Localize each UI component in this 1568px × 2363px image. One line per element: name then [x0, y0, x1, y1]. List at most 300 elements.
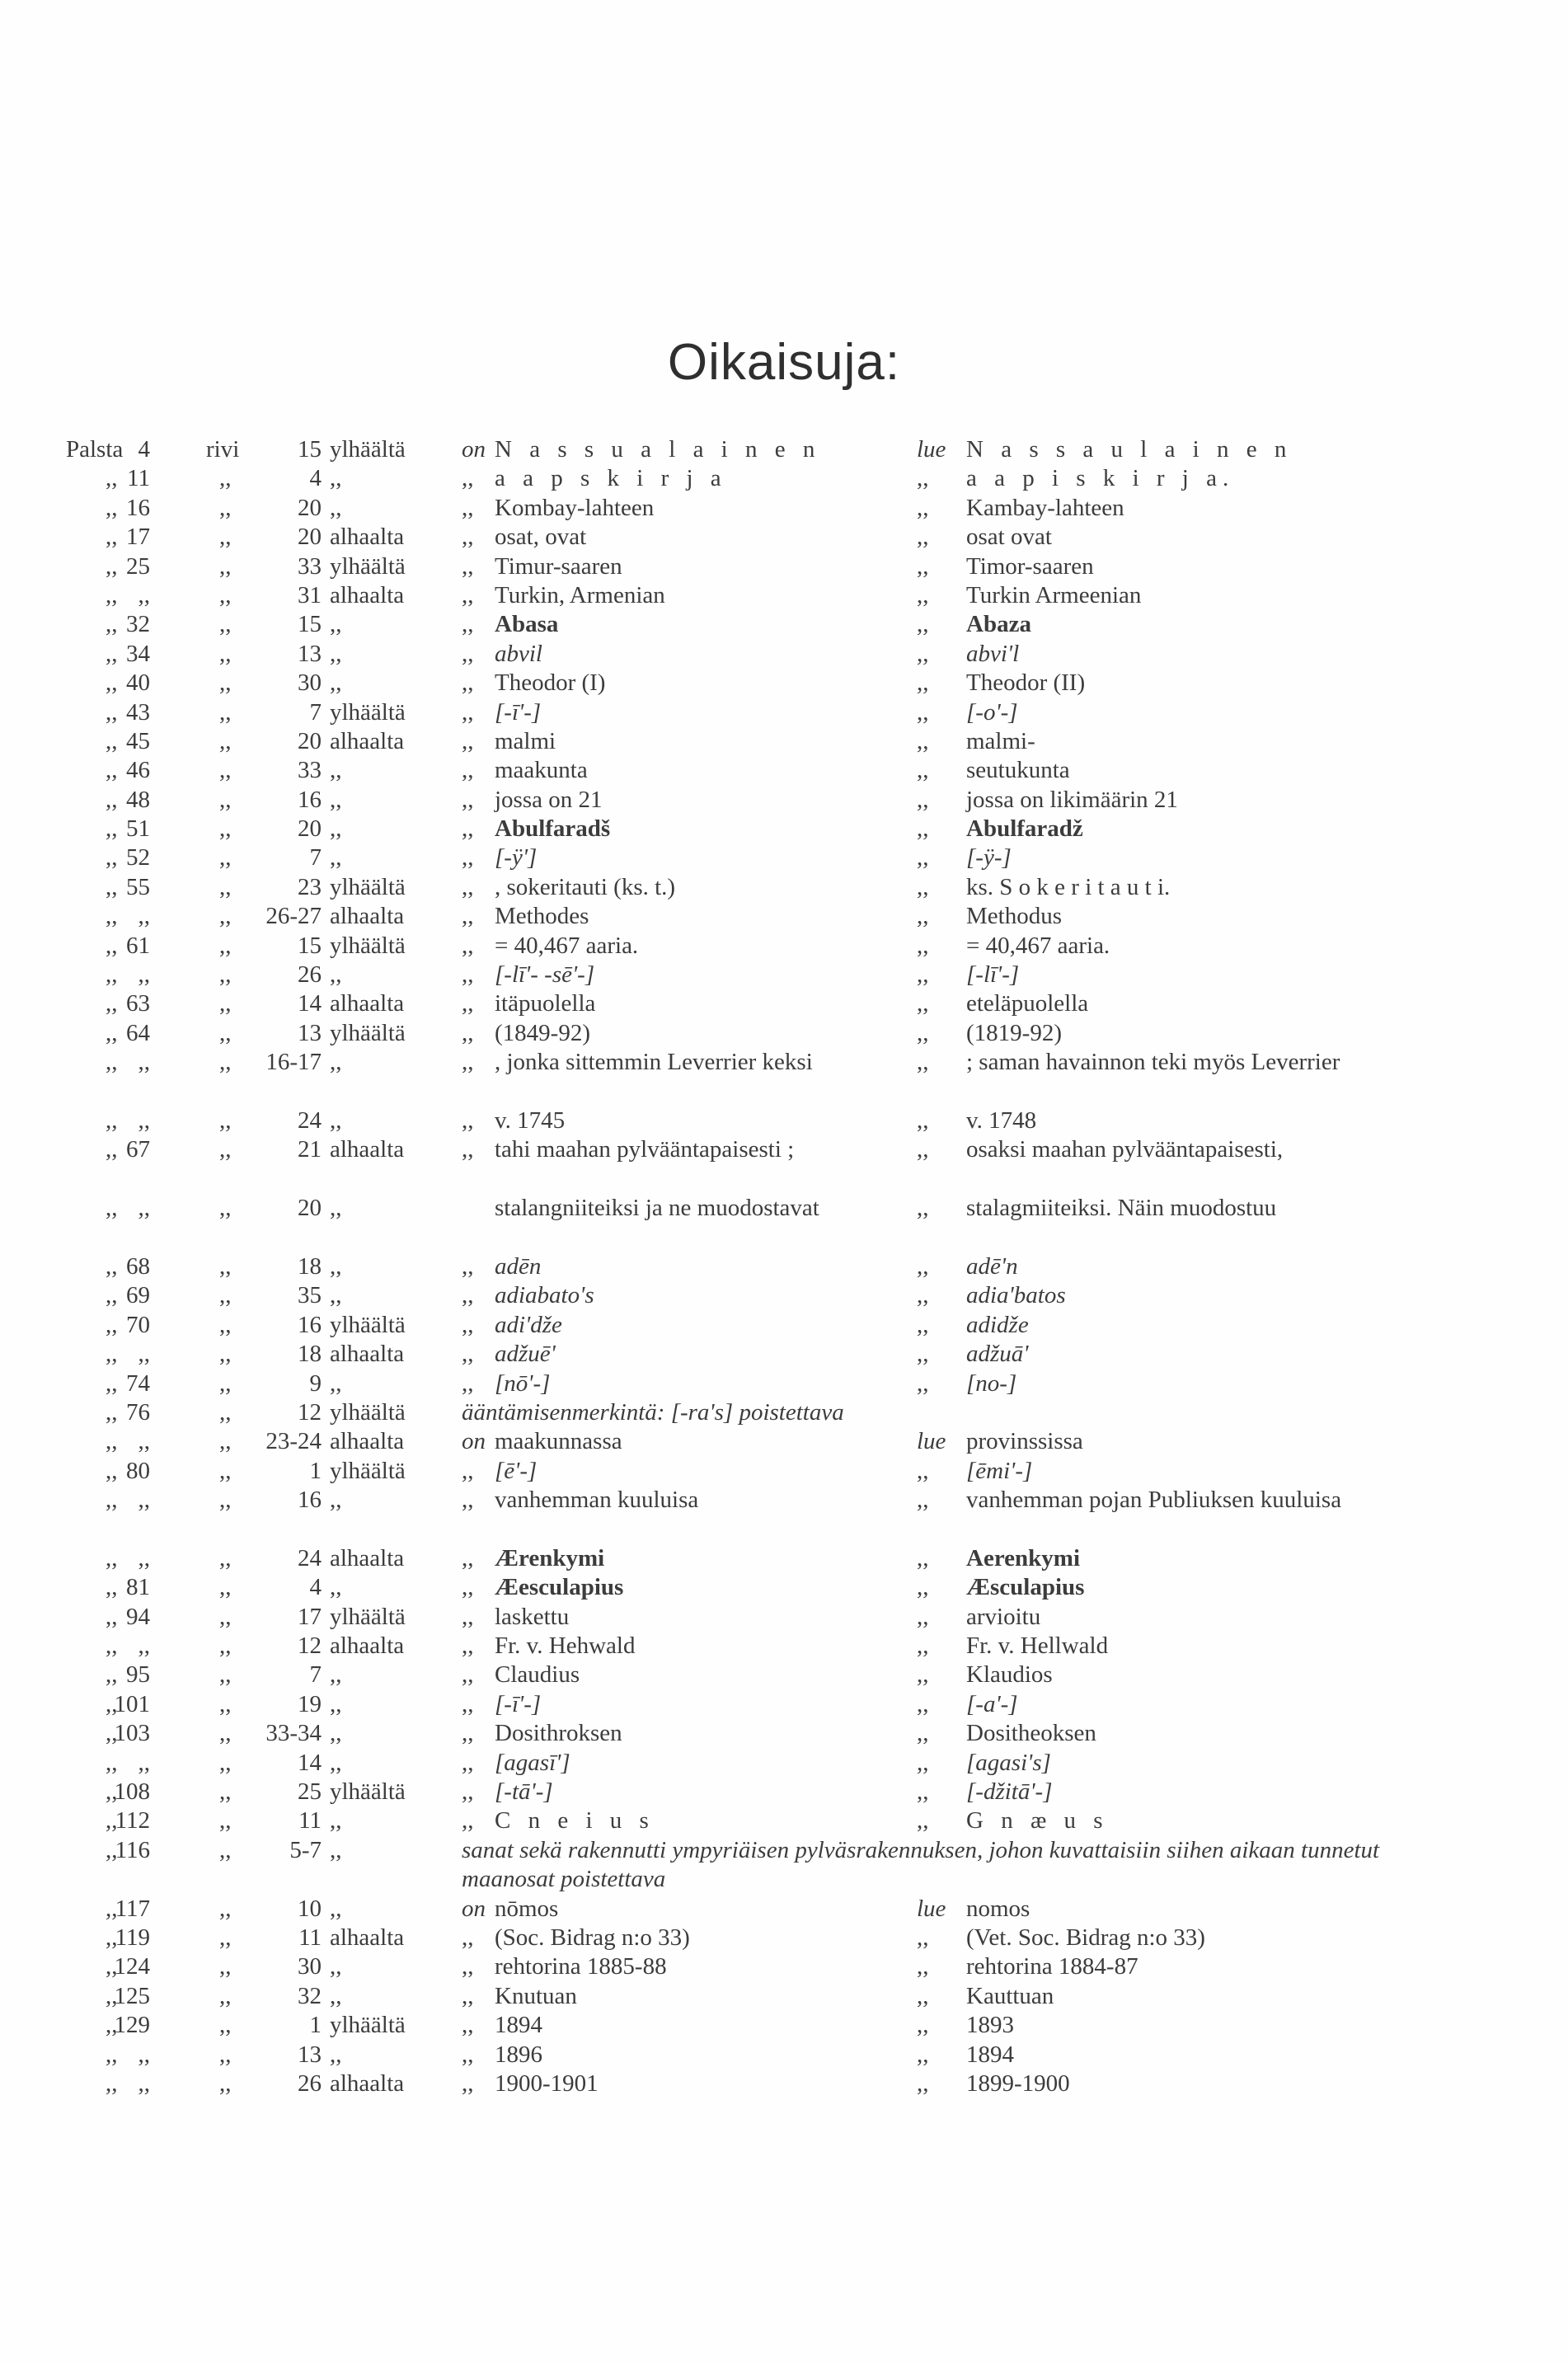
cell-q2: ,, [219, 961, 232, 989]
cell-q2: ,, [219, 1311, 232, 1338]
cell-wr: vanhemman kuuluisa [495, 1487, 699, 1514]
cell-q2: ,, [219, 1282, 232, 1309]
cell-q1: ,, [106, 581, 118, 608]
correction-row [0, 1632, 1568, 1661]
cell-lue: ,, [917, 1720, 929, 1747]
cell-rw: 20 [298, 524, 322, 551]
cell-wr: [ē'-] [495, 1457, 538, 1484]
cell-pal: 48 [126, 786, 150, 813]
cell-wr: Fr. v. Hehwald [495, 1632, 636, 1660]
cell-q2: ,, [219, 494, 232, 521]
cell-rd: arvioitu [966, 1603, 1041, 1630]
cell-wr: , jonka sittemmin Leverrier keksi [495, 1049, 813, 1076]
cell-lue: ,, [917, 1107, 929, 1134]
correction-row [0, 1135, 1568, 1194]
cell-dir: ylhäältä [330, 1603, 406, 1630]
cell-on: ,, [462, 1720, 474, 1747]
cell-lue: ,, [917, 465, 929, 492]
correction-row [0, 1690, 1568, 1719]
cell-q2: ,, [219, 1690, 232, 1717]
cell-wr: sanat sekä rakennutti ympyriäisen pylväsrakennuksen, johon kuvattaisiin siihen aikaan tunnetut maanosat poistettava [462, 1836, 1380, 1893]
cell-rw: 16 [298, 1487, 322, 1514]
cell-rw: 7 [309, 1661, 322, 1689]
cell-rd: nomos [966, 1895, 1030, 1922]
cell-rw: 35 [298, 1282, 322, 1309]
cell-lue: ,, [917, 1049, 929, 1076]
cell-rw: 33 [298, 552, 322, 580]
cell-q2: ,, [219, 1632, 232, 1660]
cell-rd: vanhemman pojan Publiuksen kuuluisa [966, 1487, 1342, 1514]
cell-rw: 20 [298, 815, 322, 843]
cell-dir: ylhäältä [330, 1019, 406, 1046]
correction-row [0, 961, 1568, 989]
cell-wr: Theodor (I) [495, 669, 606, 697]
cell-q2: ,, [219, 1807, 232, 1834]
cell-q2: ,, [219, 1603, 232, 1630]
correction-row [0, 1486, 1568, 1544]
cell-wr: tahi maahan pylvääntapaisesti ; [495, 1136, 795, 1163]
cell-rw: 18 [298, 1252, 322, 1280]
cell-wr: Knutuan [495, 1982, 577, 2009]
cell-on: ,, [462, 1574, 474, 1601]
cell-rd: [no-] [966, 1369, 1017, 1397]
cell-rd: adidže [966, 1311, 1029, 1338]
correction-row [0, 1427, 1568, 1456]
cell-dir: ,, [330, 844, 342, 871]
cell-on: ,, [462, 1457, 474, 1484]
cell-rw: 30 [298, 669, 322, 697]
cell-rd: ks. S o k e r i t a u t i. [966, 873, 1171, 900]
correction-row [0, 552, 1568, 581]
cell-wr: ääntämisenmerkintä: [-ra's] poistettava [462, 1398, 844, 1426]
cell-wr: maakunta [495, 757, 588, 784]
cell-on: ,, [462, 1924, 474, 1951]
cell-pal: 129 [114, 2012, 150, 2039]
cell-wr: jossa on 21 [495, 786, 603, 813]
correction-row [0, 2041, 1568, 2069]
cell-q2: ,, [219, 932, 232, 959]
cell-rd: G n æ u s [966, 1807, 1109, 1834]
cell-q2: ,, [219, 903, 232, 930]
cell-lue: ,, [917, 844, 929, 871]
cell-rw: 16 [298, 1311, 322, 1338]
cell-rd: stalagmiiteiksi. Näin muodostuu [966, 1195, 1277, 1222]
cell-rd: Klaudios [966, 1661, 1053, 1689]
cell-q1: ,, [106, 1428, 118, 1455]
cell-dir: ,, [330, 1487, 342, 1514]
cell-on: ,, [462, 669, 474, 697]
cell-q2: ,, [219, 465, 232, 492]
corrections-list [0, 435, 1568, 2098]
cell-lue: lue [917, 436, 946, 463]
cell-dir: ,, [330, 757, 342, 784]
cell-wr: C n e i u s [495, 1807, 655, 1834]
cell-rw: 20 [298, 1195, 322, 1222]
cell-on: ,, [462, 494, 474, 521]
cell-q2: ,, [219, 524, 232, 551]
correction-row [0, 1836, 1568, 1895]
cell-rw: 26 [298, 2069, 322, 2097]
cell-rd: osaksi maahan pylvääntapaisesti, [966, 1136, 1284, 1163]
cell-q1: ,, [106, 1982, 118, 2009]
cell-wr: (Soc. Bidrag n:o 33) [495, 1924, 690, 1951]
cell-pal: 17 [126, 524, 150, 551]
page-title: Oikaisuja: [667, 334, 901, 391]
cell-on: ,, [462, 727, 474, 754]
cell-q2: ,, [219, 1574, 232, 1601]
cell-lue: ,, [917, 1749, 929, 1776]
cell-on: on [462, 1895, 486, 1922]
correction-row [0, 698, 1568, 727]
cell-on: ,, [462, 1369, 474, 1397]
cell-pal: 80 [126, 1457, 150, 1484]
correction-row [0, 786, 1568, 815]
cell-rw: 20 [298, 727, 322, 754]
cell-on: ,, [462, 698, 474, 726]
cell-q1: ,, [106, 465, 118, 492]
cell-rd: [-ÿ-] [966, 844, 1012, 871]
cell-pal: ,, [138, 1544, 150, 1571]
cell-pal: 112 [115, 1807, 150, 1834]
cell-rw: 33-34 [265, 1720, 322, 1747]
cell-pal: ,, [138, 961, 150, 989]
cell-on: ,, [462, 1252, 474, 1280]
correction-row [0, 1719, 1568, 1748]
cell-wr: 1896 [495, 2041, 542, 2068]
correction-row [0, 756, 1568, 785]
cell-q2: ,, [219, 2041, 232, 2068]
cell-dir: ,, [330, 1049, 342, 1076]
cell-lue: lue [917, 1428, 946, 1455]
cell-dir: ,, [330, 640, 342, 667]
cell-q1: ,, [106, 727, 118, 754]
correction-row [0, 1778, 1568, 1806]
cell-wr: laskettu [495, 1603, 570, 1630]
cell-rw: 26 [298, 961, 322, 989]
cell-rd: Fr. v. Hellwald [966, 1632, 1109, 1660]
cell-rd: 1894 [966, 2041, 1014, 2068]
cell-rd: malmi- [966, 727, 1035, 754]
correction-row [0, 815, 1568, 843]
cell-q1: ,, [106, 1807, 118, 1834]
cell-pal: 125 [114, 1982, 150, 2009]
cell-wr: Kombay-lahteen [495, 494, 655, 521]
cell-lue: ,, [917, 1136, 929, 1163]
cell-lue: ,, [917, 552, 929, 580]
cell-wr: [-ī'-] [495, 698, 542, 726]
cell-q1: ,, [106, 1953, 118, 1980]
cell-pal: ,, [138, 1049, 150, 1076]
cell-q2: ,, [219, 1924, 232, 1951]
cell-on: ,, [462, 815, 474, 843]
cell-on: ,, [462, 640, 474, 667]
cell-pal: 124 [114, 1953, 150, 1980]
cell-q2: ,, [219, 727, 232, 754]
cell-rd: Timor-saaren [966, 552, 1094, 580]
cell-dir: ylhäältä [330, 2012, 406, 2039]
cell-on: ,, [462, 757, 474, 784]
cell-on: ,, [462, 1807, 474, 1834]
cell-rw: 31 [298, 581, 322, 608]
cell-dir: ,, [330, 1369, 342, 1397]
cell-wr: Abasa [495, 611, 559, 638]
cell-wr: stalangniiteiksi ja ne muodostavat [495, 1195, 819, 1222]
cell-q2: ,, [219, 1953, 232, 1980]
cell-wr: (1849-92) [495, 1019, 590, 1046]
palsta-label: Palsta [66, 436, 124, 463]
cell-rw: 7 [309, 844, 322, 871]
cell-q2: ,, [219, 611, 232, 638]
cell-dir: ,, [330, 1252, 342, 1280]
correction-row [0, 494, 1568, 523]
cell-on: ,, [462, 1982, 474, 2009]
cell-rd: adē'n [966, 1252, 1018, 1280]
cell-rw: 13 [298, 2041, 322, 2068]
cell-q1: ,, [106, 1778, 118, 1806]
cell-on: ,, [462, 1544, 474, 1571]
cell-pal: 43 [126, 698, 150, 726]
cell-rd: [-lī'-] [966, 961, 1020, 989]
cell-rw: 24 [298, 1107, 322, 1134]
cell-dir: alhaalta [330, 1341, 405, 1368]
cell-dir: ,, [330, 786, 342, 813]
cell-on: ,, [462, 2069, 474, 2097]
cell-q1: ,, [106, 552, 118, 580]
correction-row [0, 1982, 1568, 2011]
cell-on: ,, [462, 1107, 474, 1134]
cell-on: ,, [462, 932, 474, 959]
cell-q2: ,, [219, 1778, 232, 1806]
cell-q2: ,, [219, 1982, 232, 2009]
cell-rd: ; saman havainnon teki myös Leverrier [966, 1049, 1340, 1076]
cell-q1: ,, [106, 757, 118, 784]
cell-q2: ,, [219, 1457, 232, 1484]
cell-on: ,, [462, 1690, 474, 1717]
cell-rw: 15 [298, 436, 322, 463]
cell-lue: ,, [917, 698, 929, 726]
cell-dir: alhaalta [330, 1136, 405, 1163]
cell-q1: ,, [106, 1398, 118, 1426]
cell-dir: ,, [330, 1661, 342, 1689]
correction-row [0, 902, 1568, 931]
cell-pal: 70 [126, 1311, 150, 1338]
cell-rw: 32 [298, 1982, 322, 2009]
cell-on: on [462, 436, 486, 463]
rivi-label: rivi [206, 436, 240, 463]
cell-rw: 12 [298, 1632, 322, 1660]
cell-dir: ,, [330, 611, 342, 638]
cell-on: ,, [462, 2012, 474, 2039]
cell-q1: ,, [106, 815, 118, 843]
cell-pal: ,, [138, 1195, 150, 1222]
cell-rd: [-a'-] [966, 1690, 1018, 1717]
cell-rd: Aerenkymi [966, 1544, 1081, 1571]
cell-wr: [-ī'-] [495, 1690, 542, 1717]
cell-dir: ylhäältä [330, 873, 406, 900]
cell-q2: ,, [219, 640, 232, 667]
cell-lue: ,, [917, 1252, 929, 1280]
cell-q2: ,, [219, 669, 232, 697]
cell-q1: ,, [106, 1252, 118, 1280]
cell-q2: ,, [219, 1341, 232, 1368]
cell-pal: 45 [126, 727, 150, 754]
cell-lue: ,, [917, 757, 929, 784]
cell-rw: 14 [298, 990, 322, 1017]
cell-lue: ,, [917, 990, 929, 1017]
cell-on: ,, [462, 990, 474, 1017]
cell-q2: ,, [219, 1836, 232, 1863]
correction-row [0, 1603, 1568, 1632]
cell-lue: ,, [917, 873, 929, 900]
cell-rw: 33 [298, 757, 322, 784]
correction-row [0, 1369, 1568, 1398]
cell-rw: 21 [298, 1136, 322, 1163]
cell-rw: 15 [298, 611, 322, 638]
cell-lue: ,, [917, 1982, 929, 2009]
cell-wr: adi'dže [495, 1311, 562, 1338]
cell-q1: ,, [106, 873, 118, 900]
cell-rd: Turkin Armeenian [966, 581, 1142, 608]
cell-rw: 23 [298, 873, 322, 900]
cell-pal: ,, [138, 2041, 150, 2068]
cell-pal: ,, [138, 903, 150, 930]
cell-lue: ,, [917, 2069, 929, 2097]
cell-on: ,, [462, 903, 474, 930]
cell-lue: ,, [917, 581, 929, 608]
cell-wr: a a p s k i r j a [495, 465, 727, 492]
cell-on: ,, [462, 1487, 474, 1514]
cell-on: ,, [462, 873, 474, 900]
correction-row [0, 1340, 1568, 1369]
cell-q1: ,, [106, 1282, 118, 1309]
correction-row [0, 1924, 1568, 1952]
cell-wr: maakunnassa [495, 1428, 622, 1455]
cell-rd: (Vet. Soc. Bidrag n:o 33) [966, 1924, 1205, 1951]
cell-dir: alhaalta [330, 581, 405, 608]
cell-rw: 13 [298, 640, 322, 667]
cell-q1: ,, [106, 669, 118, 697]
cell-pal: ,, [138, 2069, 150, 2097]
cell-lue: ,, [917, 1661, 929, 1689]
cell-pal: 69 [126, 1282, 150, 1309]
cell-pal: ,, [138, 1632, 150, 1660]
cell-lue: ,, [917, 1195, 929, 1222]
cell-wr: N a s s u a l a i n e n [495, 436, 821, 463]
correction-row [0, 464, 1568, 493]
cell-dir: ,, [330, 494, 342, 521]
cell-on: on [462, 1428, 486, 1455]
cell-pal: 76 [126, 1398, 150, 1426]
cell-q1: ,, [106, 1136, 118, 1163]
cell-wr: Methodes [495, 903, 589, 930]
cell-q1: ,, [106, 1836, 118, 1863]
cell-dir: ,, [330, 815, 342, 843]
cell-wr: Abulfaradš [495, 815, 611, 843]
cell-rd: eteläpuolella [966, 990, 1089, 1017]
cell-rw: 19 [298, 1690, 322, 1717]
cell-pal: 116 [115, 1836, 150, 1863]
cell-lue: ,, [917, 524, 929, 551]
cell-rw: 13 [298, 1019, 322, 1046]
cell-lue: ,, [917, 1924, 929, 1951]
cell-dir: ,, [330, 2041, 342, 2068]
cell-lue: ,, [917, 1574, 929, 1601]
cell-q1: ,, [106, 1661, 118, 1689]
cell-wr: itäpuolella [495, 990, 596, 1017]
cell-on: ,, [462, 581, 474, 608]
cell-pal: 4 [138, 436, 150, 463]
cell-rd: Theodor (II) [966, 669, 1086, 697]
correction-row [0, 989, 1568, 1018]
cell-dir: alhaalta [330, 903, 405, 930]
cell-q2: ,, [219, 990, 232, 1017]
correction-row [0, 2069, 1568, 2098]
cell-rd: seutukunta [966, 757, 1070, 784]
cell-rw: 26-27 [265, 903, 322, 930]
cell-wr: Dosithroksen [495, 1720, 622, 1747]
cell-q2: ,, [219, 1019, 232, 1046]
cell-rw: 12 [298, 1398, 322, 1426]
cell-lue: ,, [917, 961, 929, 989]
cell-rd: [agasi's] [966, 1749, 1051, 1776]
cell-wr: v. 1745 [495, 1107, 566, 1134]
cell-dir: ,, [330, 1749, 342, 1776]
cell-wr: adiabato's [495, 1282, 594, 1309]
cell-q1: ,, [106, 932, 118, 959]
cell-wr: , sokeritauti (ks. t.) [495, 873, 676, 900]
correction-row [0, 1281, 1568, 1310]
correction-row [0, 435, 1568, 464]
cell-q2: ,, [219, 873, 232, 900]
cell-rd: [-džitā'-] [966, 1778, 1053, 1806]
cell-q1: ,, [106, 786, 118, 813]
correction-row [0, 640, 1568, 669]
cell-dir: ,, [330, 1690, 342, 1717]
cell-rw: 11 [298, 1807, 322, 1834]
cell-q2: ,, [219, 1487, 232, 1514]
cell-rw: 14 [298, 1749, 322, 1776]
cell-pal: 81 [126, 1574, 150, 1601]
correction-row [0, 1398, 1568, 1427]
cell-dir: ,, [330, 1895, 342, 1922]
cell-on: ,, [462, 1341, 474, 1368]
cell-q2: ,, [219, 1661, 232, 1689]
cell-q1: ,, [106, 990, 118, 1017]
cell-pal: ,, [138, 1749, 150, 1776]
cell-pal: 117 [115, 1895, 150, 1922]
cell-q2: ,, [219, 552, 232, 580]
cell-lue: ,, [917, 903, 929, 930]
cell-dir: ylhäältä [330, 552, 406, 580]
cell-q2: ,, [219, 1544, 232, 1571]
correction-row [0, 843, 1568, 872]
cell-rw: 25 [298, 1778, 322, 1806]
cell-q1: ,, [106, 698, 118, 726]
cell-dir: ylhäältä [330, 1398, 406, 1426]
cell-q1: ,, [106, 1690, 118, 1717]
cell-q1: ,, [106, 1603, 118, 1630]
cell-pal: 108 [114, 1778, 150, 1806]
cell-on: ,, [462, 1603, 474, 1630]
cell-on: ,, [462, 611, 474, 638]
cell-rw: 1 [309, 1457, 322, 1484]
cell-dir: ylhäältä [330, 932, 406, 959]
cell-lue: ,, [917, 1544, 929, 1571]
cell-rd: Methodus [966, 903, 1062, 930]
cell-rd: [ēmi'-] [966, 1457, 1033, 1484]
cell-wr: Æesculapius [495, 1574, 624, 1601]
cell-wr: Claudius [495, 1661, 580, 1689]
